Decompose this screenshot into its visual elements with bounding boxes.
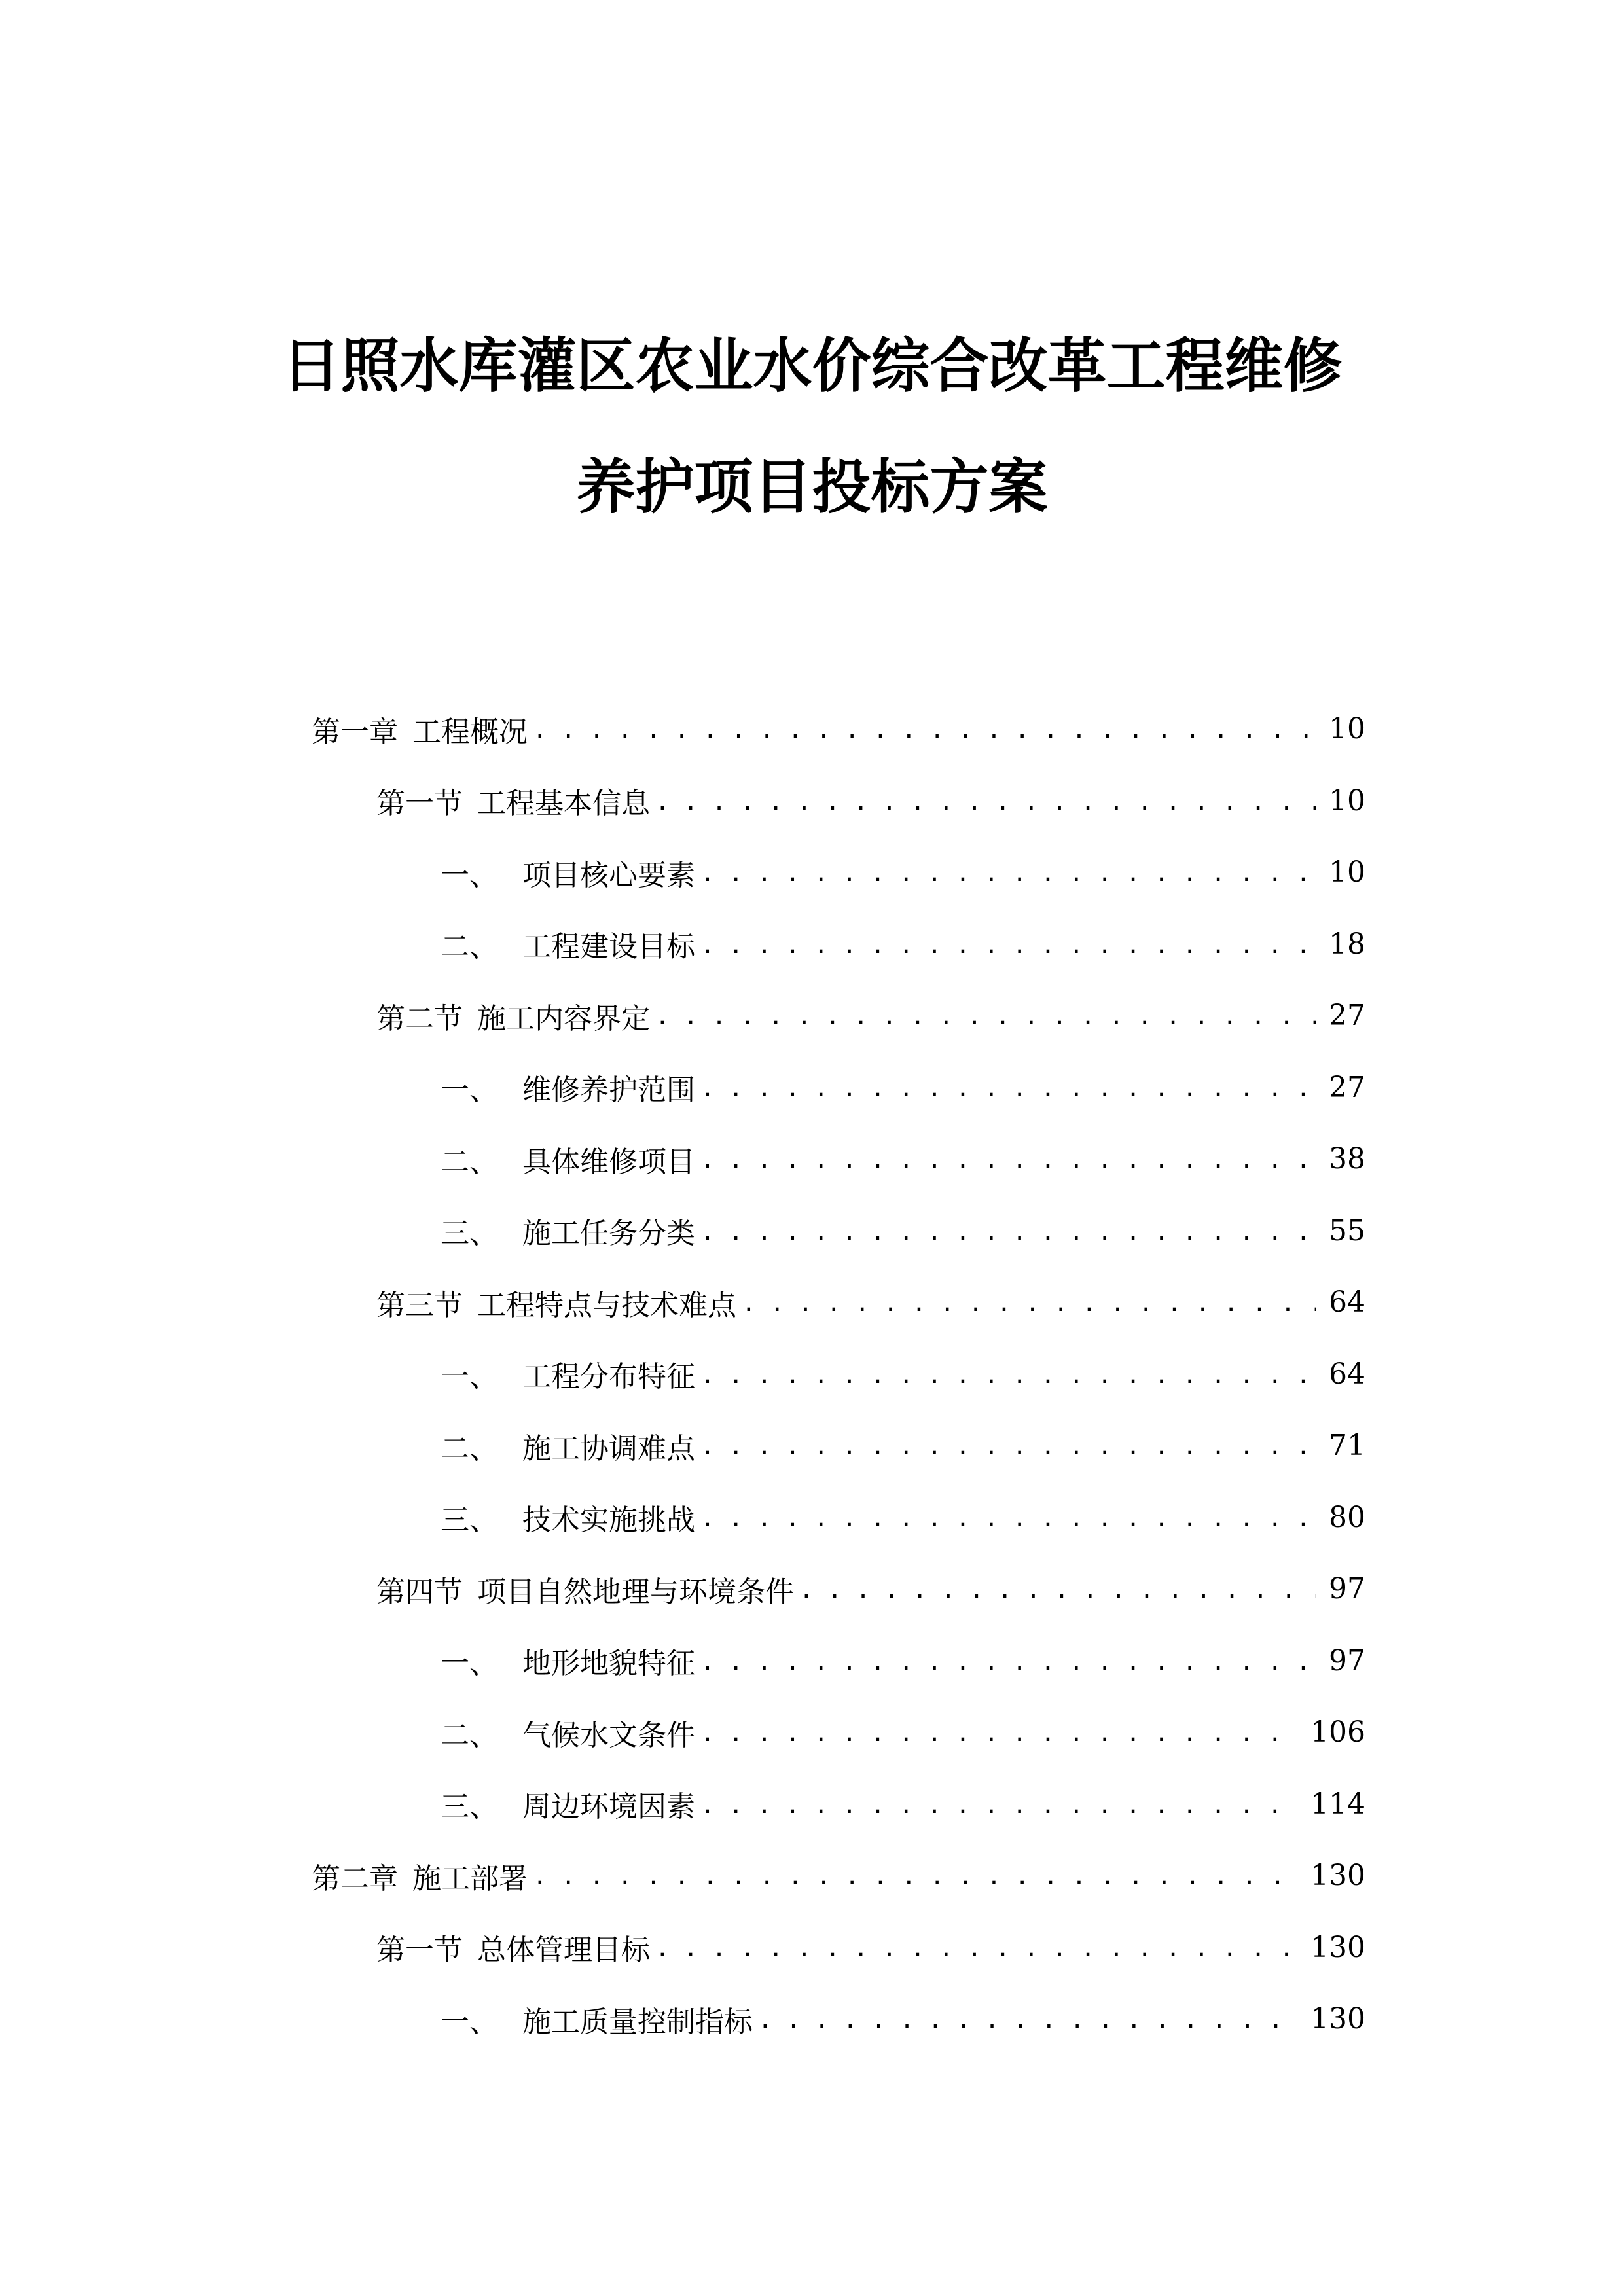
toc-dot-leader <box>655 1003 1316 1030</box>
toc-entry[interactable] <box>0 1123 1624 1195</box>
toc-entry-number: 一、 <box>441 1647 498 1681</box>
toc-dot-leader <box>655 789 1316 816</box>
toc-entry-label: 技术实施挑战 <box>522 1503 695 1537</box>
toc-entry-label: 工程特点与技术难点 <box>477 1288 736 1322</box>
toc-entry[interactable] <box>0 1625 1624 1697</box>
toc-dot-leader <box>533 1863 1300 1890</box>
toc-entry-label: 项目自然地理与环境条件 <box>477 1575 794 1609</box>
toc-entry-number: 二、 <box>441 930 498 964</box>
toc-entry[interactable] <box>0 1553 1624 1625</box>
toc-page-number: 10 <box>1329 712 1365 746</box>
toc-entry-number: 二、 <box>441 1718 498 1752</box>
toc-entry[interactable] <box>0 1983 1624 2055</box>
toc-page-number: 64 <box>1329 1357 1365 1391</box>
toc-entry[interactable] <box>0 1338 1624 1410</box>
toc-entry-label: 维修养护范围 <box>522 1073 695 1107</box>
toc-entry-number: 三、 <box>441 1217 498 1251</box>
toc-entry[interactable] <box>0 1195 1624 1267</box>
toc-page-number: 38 <box>1329 1142 1365 1176</box>
toc-entry[interactable] <box>0 980 1624 1052</box>
toc-entry-number: 三、 <box>441 1790 498 1824</box>
document-title-line-2: 养护项目投标方案 <box>576 453 1048 522</box>
toc-entry-number: 第一章 <box>312 715 398 749</box>
toc-entry-label: 具体维修项目 <box>522 1145 695 1179</box>
toc-page-number: 97 <box>1329 1572 1365 1606</box>
toc-dot-leader <box>700 1075 1316 1102</box>
toc-dot-leader <box>700 1362 1316 1389</box>
toc-entry-label: 施工内容界定 <box>477 1001 650 1035</box>
toc-entry[interactable] <box>0 693 1624 765</box>
toc-entry-number: 二、 <box>441 1145 498 1179</box>
toc-entry-label: 总体管理目标 <box>477 1933 650 1967</box>
toc-entry-number: 第二章 <box>312 1861 398 1895</box>
toc-page-number: 114 <box>1310 1787 1365 1821</box>
toc-entry-label: 项目核心要素 <box>522 858 695 892</box>
toc-entry[interactable] <box>0 1482 1624 1554</box>
toc-page-number: 64 <box>1329 1285 1365 1319</box>
toc-entry[interactable] <box>0 1052 1624 1124</box>
document-title-line-1: 日照水库灌区农业水价综合改革工程维修 <box>281 332 1343 401</box>
toc-page-number: 10 <box>1329 855 1365 889</box>
toc-entry-label: 工程分布特征 <box>522 1360 695 1394</box>
table-of-contents <box>0 693 1624 2055</box>
toc-page-number: 27 <box>1329 999 1365 1033</box>
toc-entry-label: 气候水文条件 <box>522 1718 695 1752</box>
toc-entry[interactable] <box>0 765 1624 837</box>
toc-dot-leader <box>700 1720 1300 1747</box>
toc-dot-leader <box>533 717 1316 744</box>
toc-entry-label: 工程建设目标 <box>522 930 695 964</box>
toc-entry-number: 第一节 <box>376 787 463 821</box>
toc-page-number: 106 <box>1310 1715 1365 1749</box>
toc-dot-leader <box>700 1433 1316 1460</box>
toc-page-number: 18 <box>1329 927 1365 961</box>
toc-entry-number: 一、 <box>441 1360 498 1394</box>
toc-entry[interactable] <box>0 1768 1624 1840</box>
toc-entry-label: 施工任务分类 <box>522 1217 695 1251</box>
toc-dot-leader <box>655 1935 1300 1962</box>
toc-entry-label: 工程基本信息 <box>477 787 650 821</box>
toc-entry-number: 第二节 <box>376 1001 463 1035</box>
toc-entry-label: 周边环境因素 <box>522 1790 695 1824</box>
toc-entry[interactable] <box>0 1266 1624 1338</box>
toc-dot-leader <box>700 1219 1316 1246</box>
toc-page-number: 130 <box>1310 1930 1365 1964</box>
toc-page-number: 80 <box>1329 1500 1365 1534</box>
toc-dot-leader <box>700 1147 1316 1174</box>
toc-dot-leader <box>700 1505 1316 1532</box>
toc-page-number: 10 <box>1329 783 1365 817</box>
toc-page-number: 130 <box>1310 1859 1365 1893</box>
toc-entry-number: 第三节 <box>376 1288 463 1322</box>
toc-page-number: 71 <box>1329 1429 1365 1463</box>
toc-entry[interactable] <box>0 1912 1624 1984</box>
toc-entry[interactable] <box>0 908 1624 980</box>
toc-page-number: 130 <box>1310 2002 1365 2036</box>
toc-dot-leader <box>700 860 1316 887</box>
toc-entry[interactable] <box>0 836 1624 908</box>
toc-entry-number: 第一节 <box>376 1933 463 1967</box>
toc-entry-number: 一、 <box>441 858 498 892</box>
toc-page-number: 27 <box>1329 1070 1365 1104</box>
toc-page-number: 55 <box>1329 1213 1365 1247</box>
toc-entry-number: 第四节 <box>376 1575 463 1609</box>
toc-dot-leader <box>700 932 1316 959</box>
toc-entry-label: 施工协调难点 <box>522 1431 695 1465</box>
toc-dot-leader <box>700 1649 1316 1676</box>
toc-entry-number: 二、 <box>441 1431 498 1465</box>
toc-entry-number: 一、 <box>441 2005 498 2039</box>
toc-entry-label: 地形地貌特征 <box>522 1647 695 1681</box>
toc-dot-leader <box>742 1290 1316 1317</box>
toc-dot-leader <box>700 1792 1300 1819</box>
toc-page-number: 97 <box>1329 1643 1365 1677</box>
toc-entry-label: 施工质量控制指标 <box>522 2005 753 2039</box>
toc-dot-leader <box>758 2007 1300 2034</box>
toc-entry[interactable] <box>0 1410 1624 1482</box>
toc-entry-label: 工程概况 <box>412 715 528 749</box>
toc-entry-number: 一、 <box>441 1073 498 1107</box>
toc-entry[interactable] <box>0 1840 1624 1912</box>
toc-dot-leader <box>799 1577 1316 1604</box>
toc-entry-label: 施工部署 <box>412 1861 528 1895</box>
toc-entry[interactable] <box>0 1696 1624 1768</box>
toc-entry-number: 三、 <box>441 1503 498 1537</box>
